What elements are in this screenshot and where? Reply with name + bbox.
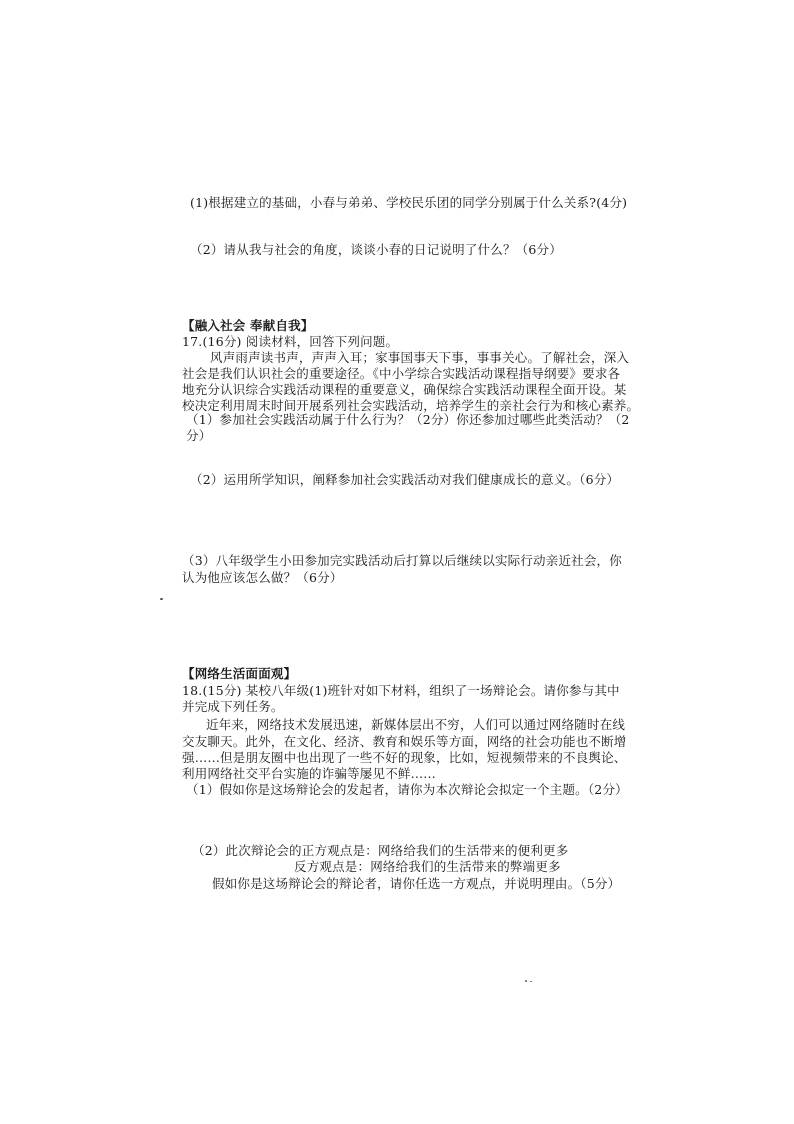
q18-part1: （1）假如你是这场辩论会的发起者，请你为本次辩论会拟定一个主题。（2分）	[186, 782, 628, 797]
q16-part1: (1)根据建立的基础，小春与弟弟、学校民乐团的同学分别属于什么关系?(4分)	[190, 195, 628, 210]
q18-material-line: 利用网络社交平台实施的诈骗等屡见不鲜……	[182, 766, 437, 781]
scan-speck	[530, 981, 532, 982]
q17-part2: （2）运用所学知识，阐释参加社会实践活动对我们健康成长的意义。（6分）	[190, 472, 620, 487]
q18-intro: 18.(15分) 某校八年级(1)班针对如下材料，组织了一场辩论会。请你参与其中	[182, 683, 620, 698]
scan-speck	[160, 598, 163, 600]
q18-material-line: 强……但是朋友圈中也出现了一些不好的现象，比如，短视频带来的不良舆论、	[182, 750, 627, 765]
q18-intro-cont: 并完成下列任务。	[182, 699, 284, 714]
q17-material-line: 风声雨声读书声，声声入耳；家事国事天下事，事事关心。了解社会，深入	[210, 350, 630, 365]
q18-part2-con: 反方观点是：网络给我们的生活带来的弊端更多	[294, 859, 561, 874]
q17-part1-cont: 分）	[186, 428, 212, 443]
q17-material-line: 地充分认识综合实践活动课程的重要意义，确保综合实践活动课程全面开设。某	[182, 382, 627, 397]
q17-material-line: 社会是我们认识社会的重要途径。《中小学综合实践活动课程指导纲要》要求各	[182, 366, 621, 381]
section-heading-integrate-society: 【融入社会 奉献自我】	[182, 318, 314, 333]
q16-part2: （2）请从我与社会的角度，谈谈小春的日记说明了什么？（6分）	[190, 242, 562, 257]
q18-material-line: 近年来，网络技术发展迅速，新媒体层出不穷，人们可以通过网络随时在线	[206, 717, 626, 732]
q17-part3: （3）八年级学生小田参加完实践活动后打算以后继续以实际行动亲近社会，你	[182, 553, 622, 568]
q17-material-line: 校决定利用周末时间开展系列社会实践活动，培养学生的亲社会行为和核心素养。	[182, 398, 640, 413]
q17-intro: 17.(16分) 阅读材料，回答下列问题。	[182, 334, 399, 349]
q17-part1: （1）参加社会实践活动属于什么行为？（2分）你还参加过哪些此类活动？（2	[186, 412, 630, 427]
q18-part2-pro: （2）此次辩论会的正方观点是：网络给我们的生活带来的便利更多	[192, 843, 569, 858]
section-heading-network-life: 【网络生活面面观】	[182, 666, 297, 681]
q18-material-line: 交友聊天。此外，在文化、经济、教育和娱乐等方面，网络的社会功能也不断增	[182, 734, 627, 749]
q17-part3-cont: 认为他应该怎么做？（6分）	[182, 570, 343, 585]
scan-speck	[525, 980, 527, 982]
q18-part2-task: 假如你是这场辩论会的辩论者，请你任选一方观点，并说明理由。（5分）	[212, 876, 621, 891]
